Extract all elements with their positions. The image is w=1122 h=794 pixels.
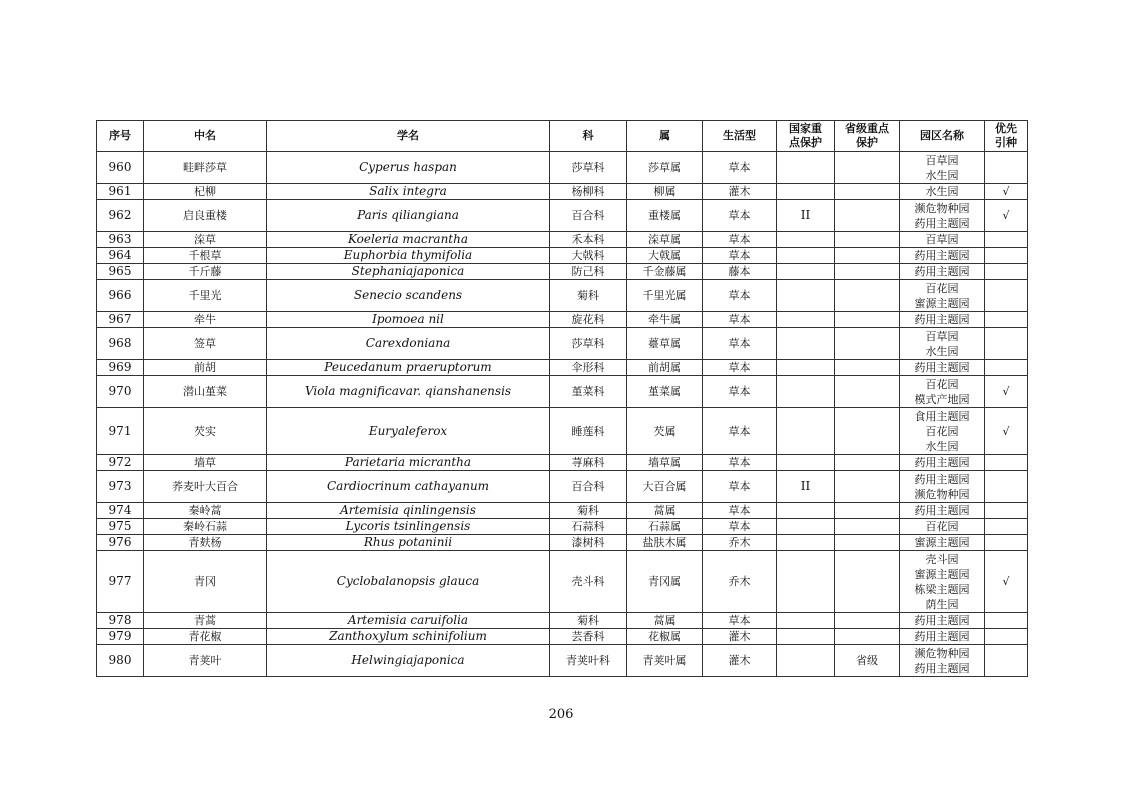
table-row	[97, 455, 1028, 471]
cell-number: 967	[97, 312, 144, 328]
cell-genus: 薹草属	[627, 328, 703, 360]
cell-priority	[985, 503, 1028, 519]
table-row	[97, 471, 1028, 503]
cell-scientific-name: Koeleria macrantha	[267, 232, 550, 248]
cell-number: 978	[97, 613, 144, 629]
cell-provincial-protection	[835, 200, 900, 232]
cell-garden-name: 濒危物种园 药用主题园	[900, 200, 985, 232]
cell-priority: √	[985, 376, 1028, 408]
cell-number: 975	[97, 519, 144, 535]
cell-chinese-name: 秦岭石蒜	[144, 519, 267, 535]
cell-national-protection	[777, 629, 835, 645]
cell-priority: √	[985, 408, 1028, 455]
col-header-garden-name: 园区名称	[900, 121, 985, 152]
cell-scientific-name: Helwingiajaponica	[267, 645, 550, 677]
cell-life-form: 草本	[703, 328, 777, 360]
col-header-priority: 优先 引种	[985, 121, 1028, 152]
cell-provincial-protection	[835, 152, 900, 184]
cell-genus: 大戟属	[627, 248, 703, 264]
cell-number: 963	[97, 232, 144, 248]
table-row	[97, 645, 1028, 677]
cell-number: 960	[97, 152, 144, 184]
cell-chinese-name: 启良重楼	[144, 200, 267, 232]
col-header-number: 序号	[97, 121, 144, 152]
cell-priority	[985, 232, 1028, 248]
cell-scientific-name: Cyclobalanopsis glauca	[267, 551, 550, 613]
cell-family: 菊科	[550, 280, 627, 312]
cell-garden-name: 药用主题园 濒危物种园	[900, 471, 985, 503]
cell-genus: 芡属	[627, 408, 703, 455]
cell-number: 979	[97, 629, 144, 645]
cell-genus: 重楼属	[627, 200, 703, 232]
cell-life-form: 草本	[703, 471, 777, 503]
table-row	[97, 408, 1028, 455]
table-row	[97, 248, 1028, 264]
col-header-scientific-name: 学名	[267, 121, 550, 152]
cell-number: 968	[97, 328, 144, 360]
cell-scientific-name: Rhus potaninii	[267, 535, 550, 551]
cell-life-form: 草本	[703, 280, 777, 312]
cell-life-form: 草本	[703, 200, 777, 232]
cell-chinese-name: 千根草	[144, 248, 267, 264]
cell-garden-name: 百草园 水生园	[900, 328, 985, 360]
col-header-life-form: 生活型	[703, 121, 777, 152]
cell-family: 大戟科	[550, 248, 627, 264]
cell-genus: 蒿属	[627, 503, 703, 519]
cell-priority	[985, 645, 1028, 677]
cell-chinese-name: 潜山堇菜	[144, 376, 267, 408]
cell-garden-name: 蜜源主题园	[900, 535, 985, 551]
cell-family: 荨麻科	[550, 455, 627, 471]
cell-priority	[985, 629, 1028, 645]
cell-provincial-protection	[835, 280, 900, 312]
cell-life-form: 草本	[703, 232, 777, 248]
table-row	[97, 152, 1028, 184]
cell-number: 971	[97, 408, 144, 455]
cell-life-form: 草本	[703, 360, 777, 376]
cell-garden-name: 药用主题园	[900, 503, 985, 519]
table-row	[97, 232, 1028, 248]
table-row	[97, 312, 1028, 328]
cell-garden-name: 药用主题园	[900, 312, 985, 328]
table-row	[97, 360, 1028, 376]
cell-life-form: 草本	[703, 152, 777, 184]
cell-provincial-protection	[835, 471, 900, 503]
cell-national-protection	[777, 328, 835, 360]
cell-number: 974	[97, 503, 144, 519]
cell-family: 堇菜科	[550, 376, 627, 408]
cell-garden-name: 百草园	[900, 232, 985, 248]
cell-garden-name: 药用主题园	[900, 264, 985, 280]
cell-chinese-name: 墙草	[144, 455, 267, 471]
cell-national-protection	[777, 503, 835, 519]
cell-garden-name: 百花园 蜜源主题园	[900, 280, 985, 312]
cell-provincial-protection	[835, 503, 900, 519]
cell-chinese-name: 青蒿	[144, 613, 267, 629]
cell-family: 莎草科	[550, 152, 627, 184]
cell-life-form: 灌木	[703, 645, 777, 677]
cell-national-protection: II	[777, 200, 835, 232]
cell-national-protection	[777, 232, 835, 248]
cell-life-form: 草本	[703, 519, 777, 535]
cell-life-form: 草本	[703, 503, 777, 519]
cell-number: 966	[97, 280, 144, 312]
col-header-genus: 属	[627, 121, 703, 152]
col-header-chinese-name: 中名	[144, 121, 267, 152]
cell-family: 旋花科	[550, 312, 627, 328]
cell-genus: 前胡属	[627, 360, 703, 376]
cell-provincial-protection	[835, 613, 900, 629]
cell-garden-name: 濒危物种园 药用主题园	[900, 645, 985, 677]
cell-provincial-protection: 省级	[835, 645, 900, 677]
cell-chinese-name: 青荚叶	[144, 645, 267, 677]
table-row	[97, 280, 1028, 312]
cell-life-form: 灌木	[703, 629, 777, 645]
cell-chinese-name: 杞柳	[144, 184, 267, 200]
cell-scientific-name: Cardiocrinum cathayanum	[267, 471, 550, 503]
cell-scientific-name: Cyperus haspan	[267, 152, 550, 184]
cell-priority: √	[985, 184, 1028, 200]
cell-life-form: 草本	[703, 455, 777, 471]
cell-priority	[985, 328, 1028, 360]
cell-life-form: 灌木	[703, 184, 777, 200]
cell-national-protection	[777, 376, 835, 408]
cell-provincial-protection	[835, 232, 900, 248]
cell-number: 961	[97, 184, 144, 200]
cell-genus: 莎草属	[627, 152, 703, 184]
cell-priority	[985, 519, 1028, 535]
cell-provincial-protection	[835, 551, 900, 613]
cell-family: 防己科	[550, 264, 627, 280]
table-row	[97, 613, 1028, 629]
cell-genus: 花椒属	[627, 629, 703, 645]
cell-national-protection	[777, 645, 835, 677]
cell-garden-name: 食用主题园 百花园 水生园	[900, 408, 985, 455]
cell-life-form: 草本	[703, 312, 777, 328]
cell-national-protection	[777, 264, 835, 280]
cell-garden-name: 百花园 模式产地园	[900, 376, 985, 408]
cell-provincial-protection	[835, 455, 900, 471]
cell-number: 970	[97, 376, 144, 408]
cell-life-form: 草本	[703, 408, 777, 455]
cell-garden-name: 药用主题园	[900, 613, 985, 629]
cell-family: 睡莲科	[550, 408, 627, 455]
cell-garden-name: 药用主题园	[900, 455, 985, 471]
cell-priority	[985, 535, 1028, 551]
cell-number: 976	[97, 535, 144, 551]
cell-life-form: 乔木	[703, 551, 777, 613]
cell-scientific-name: Paris qiliangiana	[267, 200, 550, 232]
cell-scientific-name: Lycoris tsinlingensis	[267, 519, 550, 535]
cell-chinese-name: 前胡	[144, 360, 267, 376]
cell-number: 973	[97, 471, 144, 503]
cell-priority: √	[985, 200, 1028, 232]
col-header-national-protection: 国家重 点保护	[777, 121, 835, 152]
table-row	[97, 519, 1028, 535]
cell-genus: 大百合属	[627, 471, 703, 503]
cell-scientific-name: Salix integra	[267, 184, 550, 200]
table-body	[97, 152, 1028, 677]
cell-provincial-protection	[835, 376, 900, 408]
cell-scientific-name: Ipomoea nil	[267, 312, 550, 328]
cell-garden-name: 壳斗园 蜜源主题园 栋梁主题园 荫生园	[900, 551, 985, 613]
table-row	[97, 503, 1028, 519]
cell-priority	[985, 455, 1028, 471]
cell-national-protection: II	[777, 471, 835, 503]
cell-priority	[985, 280, 1028, 312]
cell-garden-name: 百花园	[900, 519, 985, 535]
cell-life-form: 草本	[703, 248, 777, 264]
cell-priority	[985, 471, 1028, 503]
cell-national-protection	[777, 408, 835, 455]
cell-genus: 青冈属	[627, 551, 703, 613]
cell-chinese-name: 荞麦叶大百合	[144, 471, 267, 503]
cell-priority	[985, 152, 1028, 184]
cell-genus: 堇菜属	[627, 376, 703, 408]
cell-provincial-protection	[835, 519, 900, 535]
cell-family: 菊科	[550, 613, 627, 629]
cell-chinese-name: 芡实	[144, 408, 267, 455]
col-header-family: 科	[550, 121, 627, 152]
cell-scientific-name: Peucedanum praeruptorum	[267, 360, 550, 376]
cell-family: 百合科	[550, 200, 627, 232]
cell-number: 969	[97, 360, 144, 376]
cell-provincial-protection	[835, 312, 900, 328]
cell-genus: 千里光属	[627, 280, 703, 312]
cell-scientific-name: Senecio scandens	[267, 280, 550, 312]
table-row	[97, 264, 1028, 280]
table-row	[97, 376, 1028, 408]
cell-chinese-name: 牵牛	[144, 312, 267, 328]
cell-family: 石蒜科	[550, 519, 627, 535]
cell-scientific-name: Carexdoniana	[267, 328, 550, 360]
cell-number: 977	[97, 551, 144, 613]
cell-priority	[985, 248, 1028, 264]
cell-family: 禾本科	[550, 232, 627, 248]
cell-provincial-protection	[835, 535, 900, 551]
table-row	[97, 551, 1028, 613]
cell-family: 漆树科	[550, 535, 627, 551]
cell-chinese-name: 青冈	[144, 551, 267, 613]
cell-priority	[985, 312, 1028, 328]
cell-garden-name: 百草园 水生园	[900, 152, 985, 184]
cell-genus: 蒿属	[627, 613, 703, 629]
cell-family: 百合科	[550, 471, 627, 503]
cell-chinese-name: 千斤藤	[144, 264, 267, 280]
cell-garden-name: 药用主题园	[900, 629, 985, 645]
cell-provincial-protection	[835, 629, 900, 645]
cell-life-form: 藤本	[703, 264, 777, 280]
cell-genus: 墙草属	[627, 455, 703, 471]
cell-provincial-protection	[835, 248, 900, 264]
cell-priority	[985, 360, 1028, 376]
cell-life-form: 乔木	[703, 535, 777, 551]
cell-national-protection	[777, 551, 835, 613]
cell-scientific-name: Euryaleferox	[267, 408, 550, 455]
cell-genus: 㳿草属	[627, 232, 703, 248]
cell-national-protection	[777, 312, 835, 328]
cell-garden-name: 药用主题园	[900, 360, 985, 376]
table-header-row	[97, 121, 1028, 152]
cell-priority	[985, 264, 1028, 280]
cell-genus: 盐肤木属	[627, 535, 703, 551]
table-row	[97, 184, 1028, 200]
cell-scientific-name: Artemisia qinlingensis	[267, 503, 550, 519]
cell-provincial-protection	[835, 184, 900, 200]
cell-scientific-name: Viola magnificavar. qianshanensis	[267, 376, 550, 408]
cell-number: 962	[97, 200, 144, 232]
cell-genus: 青荚叶属	[627, 645, 703, 677]
cell-family: 青荚叶科	[550, 645, 627, 677]
cell-chinese-name: 㳿草	[144, 232, 267, 248]
table-row	[97, 629, 1028, 645]
cell-genus: 千金藤属	[627, 264, 703, 280]
plant-list-table	[96, 120, 1028, 677]
cell-family: 莎草科	[550, 328, 627, 360]
cell-family: 壳斗科	[550, 551, 627, 613]
cell-garden-name: 药用主题园	[900, 248, 985, 264]
cell-number: 980	[97, 645, 144, 677]
cell-national-protection	[777, 519, 835, 535]
cell-number: 965	[97, 264, 144, 280]
cell-chinese-name: 秦岭蒿	[144, 503, 267, 519]
cell-national-protection	[777, 455, 835, 471]
cell-chinese-name: 青麸杨	[144, 535, 267, 551]
cell-national-protection	[777, 248, 835, 264]
table-row	[97, 200, 1028, 232]
cell-number: 972	[97, 455, 144, 471]
cell-national-protection	[777, 280, 835, 312]
cell-national-protection	[777, 360, 835, 376]
cell-family: 芸香科	[550, 629, 627, 645]
cell-scientific-name: Artemisia caruifolia	[267, 613, 550, 629]
cell-chinese-name: 畦畔莎草	[144, 152, 267, 184]
cell-scientific-name: Euphorbia thymifolia	[267, 248, 550, 264]
cell-national-protection	[777, 152, 835, 184]
cell-scientific-name: Zanthoxylum schinifolium	[267, 629, 550, 645]
cell-garden-name: 水生园	[900, 184, 985, 200]
cell-priority: √	[985, 551, 1028, 613]
cell-life-form: 草本	[703, 613, 777, 629]
cell-number: 964	[97, 248, 144, 264]
cell-genus: 牵牛属	[627, 312, 703, 328]
page-number: 206	[548, 707, 574, 722]
cell-provincial-protection	[835, 360, 900, 376]
cell-genus: 石蒜属	[627, 519, 703, 535]
table-row	[97, 535, 1028, 551]
cell-chinese-name: 签草	[144, 328, 267, 360]
cell-genus: 柳属	[627, 184, 703, 200]
cell-life-form: 草本	[703, 376, 777, 408]
cell-national-protection	[777, 613, 835, 629]
cell-chinese-name: 青花椒	[144, 629, 267, 645]
cell-national-protection	[777, 535, 835, 551]
cell-chinese-name: 千里光	[144, 280, 267, 312]
cell-family: 伞形科	[550, 360, 627, 376]
cell-provincial-protection	[835, 264, 900, 280]
cell-family: 杨柳科	[550, 184, 627, 200]
cell-provincial-protection	[835, 328, 900, 360]
cell-provincial-protection	[835, 408, 900, 455]
cell-family: 菊科	[550, 503, 627, 519]
cell-scientific-name: Parietaria micrantha	[267, 455, 550, 471]
col-header-provincial-protection: 省级重点 保护	[835, 121, 900, 152]
table-row	[97, 328, 1028, 360]
cell-national-protection	[777, 184, 835, 200]
cell-priority	[985, 613, 1028, 629]
cell-scientific-name: Stephaniajaponica	[267, 264, 550, 280]
